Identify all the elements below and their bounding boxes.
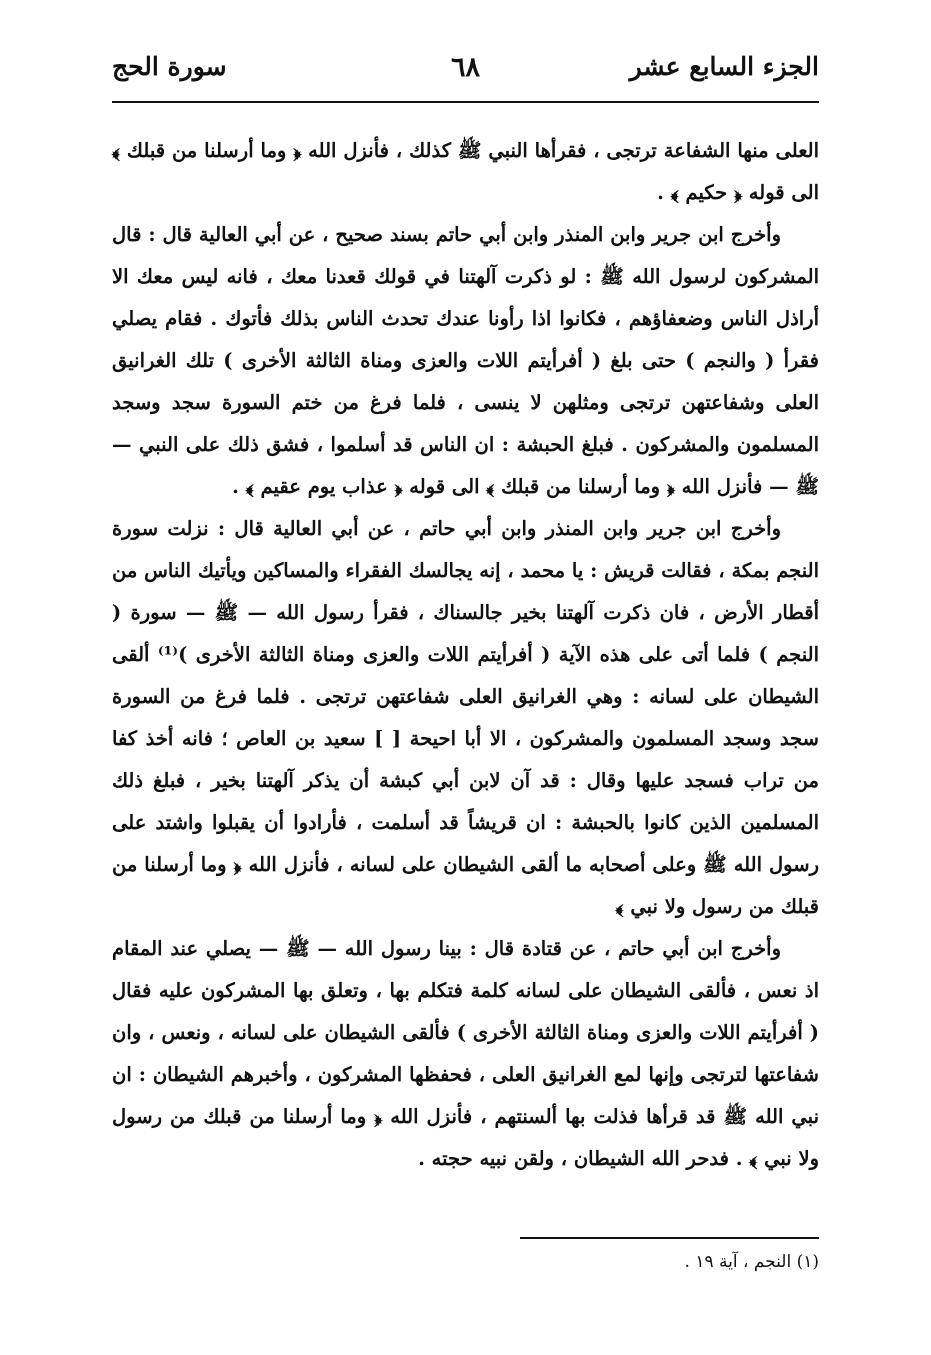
paragraph: العلى منها الشفاعة ترتجى ، فقرأها النبي ﷺ كذلك ، فأنزل الله ﴿ وما أرسلنا من قبلك ﴾ الى قوله ﴿ حكيم ﴾ .: [112, 139, 819, 204]
part-title: الجزء السابع عشر: [629, 52, 819, 81]
header-divider: [112, 101, 819, 103]
paragraph: وأخرج ابن أبي حاتم ، عن قتادة قال : بينا رسول الله — ﷺ — يصلي عند المقام اذ نعس ، فألقى الشيطان على لسانه كلمة فتكلم بها ، وتعلق بها المشركون عليه فقال ( أفرأيتم اللات والعزى ومناة الثالثة الأخرى ) فألقى الشيطان على لسانه ، ونعس ، وان شفاعتها لترتجى وإنها لمع الغرانيق العلى ، فحفظها المشركون ، وأخبرهم الشيطان : ان نبي الله ﷺ قد قرأها فذلت بها ألسنتهم ، فأنزل الله ﴿ وما أرسلنا من قبلك من رسول ولا نبي ﴾ . فدحر الله الشيطان ، ولقن نبيه حجته .: [112, 937, 819, 1170]
page-number: ٦٨: [450, 52, 481, 83]
footnote: (١) النجم ، آية ١٩ .: [684, 1252, 819, 1272]
running-header: [112, 52, 819, 92]
main-text: [112, 130, 819, 1180]
paragraph: وأخرج ابن جرير وابن المنذر وابن أبي حاتم بسند صحيح ، عن أبي العالية قال : قال المشركون لرسول الله ﷺ : لو ذكرت آلهتنا في قولك قعدنا معك ، فانه ليس معك الا أراذل الناس وضعفاؤهم ، فكانوا اذا رأونا عندك تحدث الناس بذلك فأتوك . فقام يصلي فقرأ ( والنجم ) حتى بلغ ( أفرأيتم اللات والعزى ومناة الثالثة الأخرى ) تلك الغرانيق العلى وشفاعتهن ترتجى ومثلهن لا ينسى ، فلما فرغ من ختم السورة سجد وسجد المسلمون والمشركون . فبلغ الحبشة : ان الناس قد أسلموا ، فشق ذلك على النبي — ﷺ — فأنزل الله ﴿ وما أرسلنا من قبلك ﴾ الى قوله ﴿ عذاب يوم عقيم ﴾ .: [112, 223, 819, 498]
paragraph: وأخرج ابن جرير وابن المنذر وابن أبي حاتم ، عن أبي العالية قال : نزلت سورة النجم بمكة ، فقالت قريش : يا محمد ، إنه يجالسك الفقراء والمساكين ويأتيك الناس من أقطار الأرض ، فان ذكرت آلهتنا بخير جالسناك ، فقرأ رسول الله — ﷺ — سورة ( النجم ) فلما أتى على هذه الآية ( أفرأيتم اللات والعزى ومناة الثالثة الأخرى )⁽¹⁾ ألقى الشيطان على لسانه : وهي الغرانيق العلى شفاعتهن ترتجى . فلما فرغ من السورة سجد وسجد المسلمون والمشركون ، الا أبا احيحة [ ] سعيد بن العاص ؛ فانه أخذ كفا من تراب فسجد عليها وقال : قد آن لابن أبي كبشة أن يذكر آلهتنا بخير ، فبلغ ذلك المسلمين الذين كانوا بالحبشة : ان قريشاً قد أسلمت ، فأرادوا أن يقبلوا واشتد على رسول الله ﷺ وعلى أصحابه ما ألقى الشيطان على لسانه ، فأنزل الله ﴿ وما أرسلنا من قبلك من رسول ولا نبي ﴾: [112, 517, 819, 918]
footnote-divider: [520, 1237, 819, 1239]
surah-title: سورة الحج: [112, 52, 227, 81]
